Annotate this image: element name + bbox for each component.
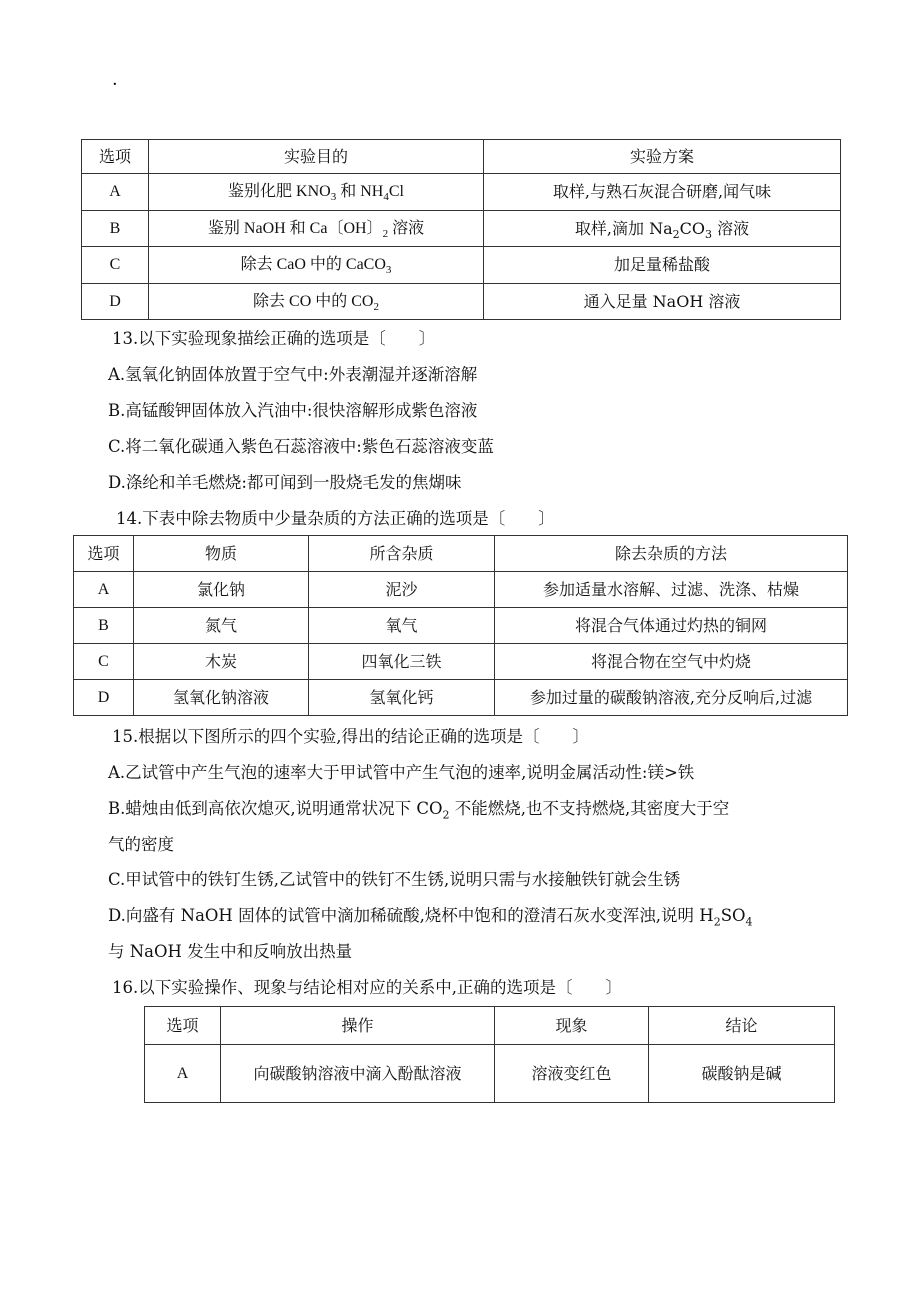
option-cell: B — [82, 211, 149, 247]
option-cell: D — [74, 680, 134, 716]
question-14-stem: 14.下表中除去物质中少量杂质的方法正确的选项是〔 〕 — [116, 509, 555, 528]
table-header: 操作 — [221, 1007, 495, 1045]
plan-cell: 通入足量 NaOH 溶液 — [484, 284, 841, 320]
impurity-cell: 四氧化三铁 — [309, 644, 495, 680]
method-cell: 参加适量水溶解、过滤、洗涤、枯燥 — [495, 572, 848, 608]
conclusion-cell: 碳酸钠是碱 — [649, 1045, 835, 1103]
substance-cell: 氢氧化钠溶液 — [134, 680, 309, 716]
option-cell: A — [145, 1045, 221, 1103]
q15-option-a: A.乙试管中产生气泡的速率大于甲试管中产生气泡的速率,说明金属活动性:镁>铁 — [108, 763, 695, 782]
method-cell: 将混合物在空气中灼烧 — [495, 644, 848, 680]
table-header: 所含杂质 — [309, 536, 495, 572]
operation-table — [144, 1006, 835, 1103]
impurity-cell: 氢氧化钙 — [309, 680, 495, 716]
table-header: 实验方案 — [484, 140, 841, 174]
operation-cell: 向碳酸钠溶液中滴入酚酞溶液 — [221, 1045, 495, 1103]
q13-option-a: A.氢氧化钠固体放置于空气中:外表潮湿并逐渐溶解 — [108, 365, 478, 384]
impurity-cell: 氧气 — [309, 608, 495, 644]
q15-option-d: D.向盛有 NaOH 固体的试管中滴加稀硫酸,烧杯中饱和的澄清石灰水变浑浊,说明 $H_2SO_4$ — [108, 906, 753, 929]
purpose-cell: 鉴别 NaOH 和 Ca〔OH〕$_2$ 溶液 — [149, 211, 484, 247]
method-cell: 参加过量的碳酸钠溶液,充分反响后,过滤 — [495, 680, 848, 716]
q15-option-d-cont: 与 NaOH 发生中和反响放出热量 — [108, 942, 353, 961]
purpose-cell: 鉴别化肥 $KNO_3$ 和 $NH_4Cl$ — [149, 174, 484, 211]
impurity-cell: 泥沙 — [309, 572, 495, 608]
purpose-cell: 除去 CaO 中的 CaCO$_3$ — [149, 247, 484, 284]
option-cell: A — [74, 572, 134, 608]
q13-option-c: C.将二氧化碳通入紫色石蕊溶液中:紫色石蕊溶液变蓝 — [108, 437, 494, 456]
option-cell: D — [82, 284, 149, 320]
substance-cell: 氮气 — [134, 608, 309, 644]
table-header: 选项 — [82, 140, 149, 174]
purpose-cell: 除去 CO 中的 $CO_2$ — [149, 284, 484, 320]
method-cell: 将混合气体通过灼热的铜网 — [495, 608, 848, 644]
table-header: 现象 — [495, 1007, 649, 1045]
question-16-stem: 16.以下实验操作、现象与结论相对应的关系中,正确的选项是〔 〕 — [112, 978, 622, 997]
impurity-table — [73, 535, 848, 716]
experiment-table — [81, 139, 841, 320]
q15-option-b-cont: 气的密度 — [108, 835, 174, 854]
plan-cell: 取样,滴加 $Na_2CO_3$ 溶液 — [484, 211, 841, 247]
top-marker: · — [112, 74, 118, 95]
substance-cell: 木炭 — [134, 644, 309, 680]
question-13-stem: 13.以下实验现象描绘正确的选项是〔 〕 — [112, 329, 436, 348]
q15-option-c: C.甲试管中的铁钉生锈,乙试管中的铁钉不生锈,说明只需与水接触铁钉就会生锈 — [108, 870, 681, 889]
option-cell: C — [74, 644, 134, 680]
option-cell: B — [74, 608, 134, 644]
option-cell: C — [82, 247, 149, 284]
table-header: 物质 — [134, 536, 309, 572]
q13-option-d: D.涤纶和羊毛燃烧:都可闻到一股烧毛发的焦煳味 — [108, 473, 462, 492]
question-15-stem: 15.根据以下图所示的四个实验,得出的结论正确的选项是〔 〕 — [112, 727, 589, 746]
table-header: 实验目的 — [149, 140, 484, 174]
phenomenon-cell: 溶液变红色 — [495, 1045, 649, 1103]
option-cell: A — [82, 174, 149, 211]
q15-option-b: B.蜡烛由低到高依次熄灭,说明通常状况下 $CO_2$ 不能燃烧,也不支持燃烧,其密度大于空 — [108, 799, 730, 822]
table-header: 除去杂质的方法 — [495, 536, 848, 572]
table-header: 结论 — [649, 1007, 835, 1045]
table-header: 选项 — [74, 536, 134, 572]
substance-cell: 氯化钠 — [134, 572, 309, 608]
plan-cell: 取样,与熟石灰混合研磨,闻气味 — [484, 174, 841, 211]
q13-option-b: B.高锰酸钾固体放入汽油中:很快溶解形成紫色溶液 — [108, 401, 478, 420]
plan-cell: 加足量稀盐酸 — [484, 247, 841, 284]
table-header: 选项 — [145, 1007, 221, 1045]
